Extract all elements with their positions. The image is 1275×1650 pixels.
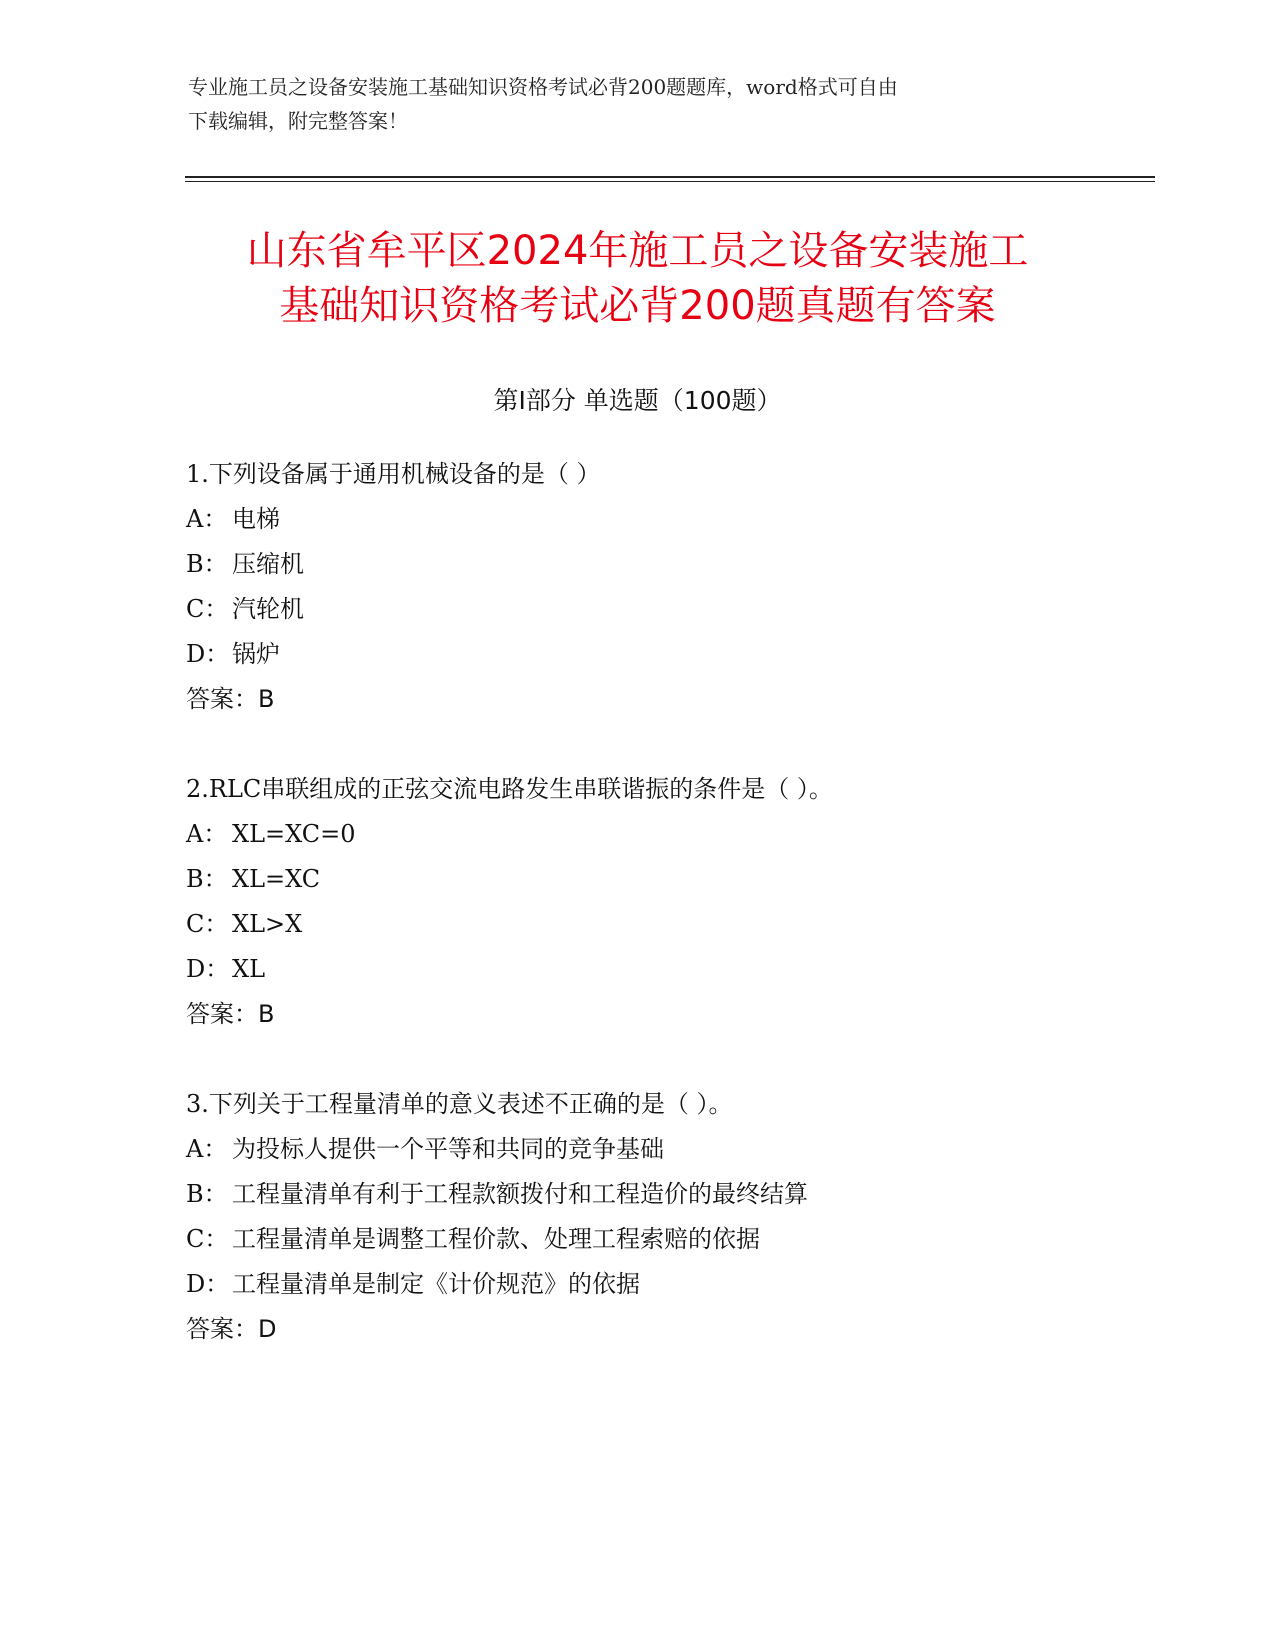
option-b (186, 1172, 1186, 1217)
document-title-line-2: 基础知识资格考试必背200题真题有答案 (279, 283, 996, 329)
question-3 (186, 1082, 1186, 1352)
option-b (186, 857, 1186, 902)
option-d (186, 1262, 1186, 1307)
option-a (186, 1127, 1186, 1172)
option-letter: D： (186, 640, 230, 668)
option-c (186, 902, 1186, 947)
option-text: XL>X (232, 910, 303, 938)
option-d (186, 947, 1186, 992)
option-text: 为投标人提供一个平等和共同的竞争基础 (232, 1135, 664, 1163)
question-stem: 3.下列关于工程量清单的意义表述不正确的是（ ）。 (186, 1090, 733, 1118)
option-text: 压缩机 (232, 550, 304, 578)
header-divider-thick (185, 176, 1155, 178)
option-d (186, 632, 1186, 677)
option-letter: A： (186, 505, 228, 533)
answer: 答案：B (186, 1000, 275, 1028)
option-b (186, 542, 1186, 587)
option-letter: C： (186, 595, 229, 623)
question-2 (186, 767, 1186, 1037)
document-title (140, 224, 1135, 334)
option-letter: B： (186, 1180, 228, 1208)
question-1 (186, 452, 1186, 722)
question-stem: 1.下列设备属于通用机械设备的是（ ） (186, 460, 601, 488)
section-heading: 第Ⅰ部分 单选题（100题） (493, 386, 782, 415)
option-letter: A： (186, 1135, 228, 1163)
option-text: 锅炉 (232, 640, 280, 668)
header-note-line-2: 下载编辑，附完整答案！ (188, 109, 408, 133)
header-note (188, 70, 1088, 138)
option-text: 工程量清单是制定《计价规范》的依据 (232, 1270, 640, 1298)
option-a (186, 497, 1186, 542)
option-a (186, 812, 1186, 857)
option-text: 工程量清单有利于工程款额拨付和工程造价的最终结算 (232, 1180, 808, 1208)
option-letter: C： (186, 1225, 229, 1253)
option-letter: B： (186, 865, 228, 893)
header-divider-thin (185, 181, 1155, 182)
option-letter: A： (186, 820, 228, 848)
option-c (186, 1217, 1186, 1262)
option-c (186, 587, 1186, 632)
option-text: XL (232, 955, 266, 983)
option-letter: D： (186, 1270, 230, 1298)
option-text: 电梯 (232, 505, 280, 533)
option-text: 工程量清单是调整工程价款、处理工程索赔的依据 (232, 1225, 760, 1253)
answer: 答案：B (186, 685, 275, 713)
document-title-line-1: 山东省牟平区2024年施工员之设备安装施工 (246, 228, 1029, 274)
option-letter: D： (186, 955, 230, 983)
question-stem: 2.RLC串联组成的正弦交流电路发生串联谐振的条件是（ ）。 (186, 775, 833, 803)
answer: 答案：D (186, 1315, 277, 1343)
option-text: 汽轮机 (232, 595, 304, 623)
option-text: XL=XC (232, 865, 321, 893)
option-letter: B： (186, 550, 228, 578)
option-letter: C： (186, 910, 229, 938)
header-note-line-1: 专业施工员之设备安装施工基础知识资格考试必背200题题库，word格式可自由 (188, 75, 898, 99)
option-text: XL=XC=0 (232, 820, 356, 848)
